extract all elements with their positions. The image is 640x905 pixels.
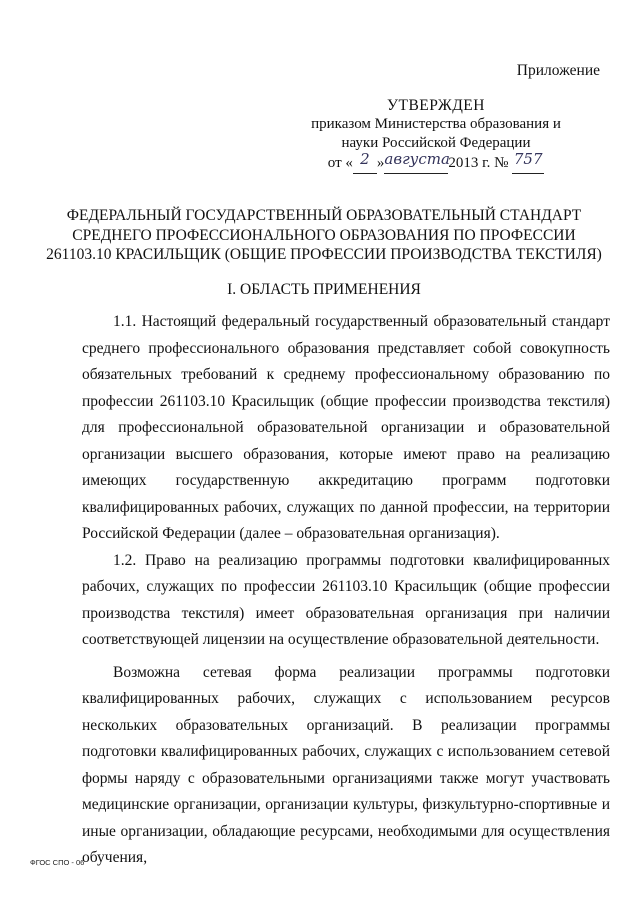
date-month-field	[384, 150, 450, 174]
approval-block	[286, 96, 586, 174]
date-day-field	[353, 150, 377, 174]
approved-stamp: УТВЕРЖДЕН	[387, 97, 485, 114]
order-line-2: науки Российской Федерации	[341, 135, 531, 151]
footer-code: ФГОС СПО - 06	[30, 858, 85, 867]
order-number: 757	[513, 150, 543, 168]
title-line-2: СРЕДНЕГО ПРОФЕССИОНАЛЬНОГО ОБРАЗОВАНИЯ ПО ПРОФЕССИИ	[72, 226, 576, 244]
appendix-label: Приложение	[516, 62, 600, 79]
section-heading: I. ОБЛАСТЬ ПРИМЕНЕНИЯ	[227, 281, 421, 298]
date-separator: »	[376, 155, 385, 171]
order-number-field	[512, 150, 544, 174]
paragraph-1-2: 1.2. Право на реализацию программы подготовки квалифицированных рабочих, служащих по профессии 261103.10 Красильщик (общие профессии производства текстиля) имеет образовательная организация при наличии соответствующей лицензии на осуществление образовательной деятельности.	[82, 551, 610, 648]
standard-title	[40, 206, 608, 265]
paragraph-1-1: 1.1. Настоящий федеральный государственный образовательный стандарт среднего профессионального образования представляет собой совокупность обязательных требований к среднему профессиональному образованию по профессии 261103.10 Красильщик (общие профессии производства текстиля) для профессиональной образовательной организации и образовательной организации высшего образования, которые имеют право на реализацию имеющих государственную аккредитацию программ подготовки квалифицированных рабочих, служащих по данной профессии, на территории Российской Федерации (далее – образовательная организация).	[82, 313, 610, 542]
title-line-3: 261103.10 КРАСИЛЬЩИК (ОБЩИЕ ПРОФЕССИИ ПРОИЗВОДСТВА ТЕКСТИЛЯ)	[46, 246, 602, 263]
order-date-line	[286, 150, 586, 174]
title-line-1: ФЕДЕРАЛЬНЫЙ ГОСУДАРСТВЕННЫЙ ОБРАЗОВАТЕЛЬНЫЙ СТАНДАРТ	[66, 207, 582, 224]
order-line-1: приказом Министерства образования и	[311, 116, 561, 132]
paragraph-network-form: Возможна сетевая форма реализации программы подготовки квалифицированных рабочих, служащих с использованием ресурсов нескольких образовательных организаций. В реализации программы подготовки квалифицированных рабочих, служащих с использованием сетевой формы наряду с образовательными организациями также могут участвовать медицинские организации, организации культуры, физкультурно-спортивные и иные организации, обладающие ресурсами, необходимыми для осуществления обучения,	[82, 663, 610, 866]
date-day: 2	[360, 150, 370, 168]
body-text	[82, 309, 610, 872]
date-prefix: от «	[327, 155, 353, 171]
date-month: августа	[384, 150, 450, 168]
date-year: 2013 г. №	[448, 155, 509, 171]
